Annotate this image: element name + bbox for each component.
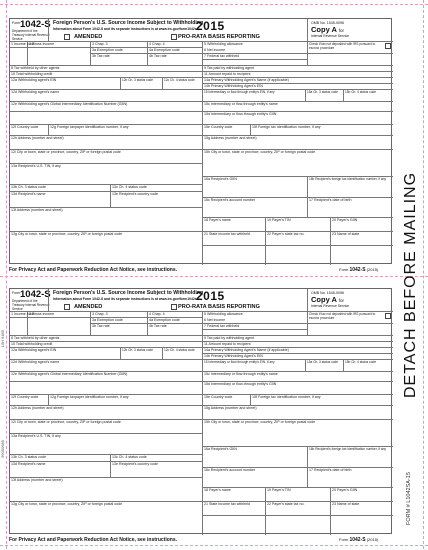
box-13a-label: 13a Recipient's U.S. TIN, if any — [11, 164, 61, 168]
box-11-label: 11 Amount repaid to recipient — [204, 72, 251, 76]
privacy-notice: For Privacy Act and Paperwork Reduction Act Notice, see instructions. — [9, 537, 178, 543]
box-1-label: 1 Income code — [11, 312, 35, 316]
omb-number: OMB No. 1545-0096 — [311, 291, 344, 295]
box-6-label: 6 Net income — [204, 318, 226, 322]
box-19-label: 19 Payer's TIN — [267, 488, 291, 492]
box-4a-label: 4a Exemption code — [149, 318, 180, 322]
copy-for: for — [338, 298, 345, 303]
box-5-label: 5 Withholding allowance — [204, 312, 243, 316]
box-12c-label: 12c Ch. 4 status code — [164, 78, 195, 82]
box-18-label: 18 Payer's name — [204, 218, 231, 222]
box-12a-label: 12a Withholding agent's EIN — [11, 348, 57, 352]
box-2-label: 2 Gross income — [29, 42, 55, 46]
pro-rata-label: PRO-RATA BASIS REPORTING — [178, 304, 260, 310]
box-12c-label: 12c Ch. 4 status code — [164, 348, 195, 352]
footer-form-name: 1042-S — [349, 267, 366, 273]
box-15e-label: 15e Country code — [204, 125, 233, 129]
box-14a-label: 14a Primary Withholding Agent's Name (if applicable) — [204, 78, 289, 82]
copy-letter: Copy A — [311, 25, 337, 34]
form-prefix: Form — [12, 21, 21, 25]
box-12b-label: 12b Ch. 3 status code — [122, 348, 154, 352]
box-8-label: 8 Tax withheld by other agents — [11, 336, 60, 340]
box-3a-label: 3a Exemption code — [92, 48, 123, 52]
form-copy-top — [9, 18, 392, 280]
box-15h-label: 15h City or town, state or province, country, ZIP or foreign postal code — [204, 150, 316, 154]
box-3-label: 3 Chap. 3 — [92, 312, 108, 316]
box-15g-label: 15g Address (number and street) — [204, 406, 257, 410]
box-4b-label: 4b Tax rate — [149, 324, 167, 328]
copy-for: for — [338, 28, 345, 33]
box-12g-label: 12g Foreign taxpayer identification number, if any — [50, 125, 129, 129]
perforation-top — [0, 4, 428, 5]
box-21-label: 21 State income tax withheld — [204, 502, 250, 506]
department-label: Department of the Treasury Internal Revenue Service — [12, 29, 50, 41]
form-year: 2015 — [196, 19, 225, 33]
box-16b-label: 16b Recipient's foreign tax identification number, if any — [309, 177, 386, 181]
left-margin-code: 99000685 — [0, 440, 5, 458]
box-15c-label: 15c Intermediary or flow-through entity's name — [204, 102, 278, 106]
omb-number: OMB No. 1545-0096 — [311, 21, 344, 25]
footer-form-id — [339, 537, 378, 543]
box-13e-label: 13e Recipient's country code — [112, 192, 159, 196]
box-21-label: 21 State income tax withheld — [204, 232, 250, 236]
form-copy-bottom — [9, 288, 392, 550]
box-12e-label: 12e Withholding agent's Global Intermediary Identification Number (GIIN) — [11, 102, 128, 106]
box-12d-label: 12d Withholding agent's name — [11, 360, 60, 364]
form-prefix: Form — [12, 291, 21, 295]
box-17-label: 17 Recipient's date of birth — [309, 198, 352, 202]
box-14a-label: 14a Primary Withholding Agent's Name (if applicable) — [204, 348, 289, 352]
box-13a-label: 13a Recipient's U.S. TIN, if any — [11, 434, 61, 438]
footer-form-name: 1042-S — [349, 537, 366, 543]
box-15g-label: 15g Address (number and street) — [204, 136, 257, 140]
box-16a-label: 16a Recipient's GIIN — [204, 177, 237, 181]
box-3b-label: 3b Tax rate — [92, 54, 110, 58]
box-13f-label: 13f Address (number and street) — [11, 478, 63, 482]
box-3-label: 3 Chap. 3 — [92, 42, 108, 46]
box-12f-label: 12f Country code — [11, 395, 39, 399]
box-13e-label: 13e Recipient's country code — [112, 462, 159, 466]
left-margin-code: 10H 6485 — [0, 330, 5, 348]
box-19-label: 19 Payer's TIN — [267, 218, 291, 222]
box-17-label: 17 Recipient's date of birth — [309, 468, 352, 472]
amended-checkbox[interactable] — [64, 304, 70, 310]
box-15a-label: 15a Ch. 3 status code — [307, 90, 339, 94]
box-22-label: 22 Payer's state tax no. — [267, 232, 305, 236]
box-14b-label: 14b Primary Withholding Agent's EIN — [204, 84, 263, 88]
box-10-label: 10 Total withholding credit — [11, 342, 53, 346]
pro-rata-label: PRO-RATA BASIS REPORTING — [178, 34, 260, 40]
box-13g-label: 13g City or town, state or province, country, ZIP or foreign postal code — [11, 502, 123, 506]
copy-label — [311, 25, 344, 34]
box-22-label: 22 Payer's state tax no. — [267, 502, 305, 506]
box-12h-label: 12h Address (number and street) — [11, 136, 64, 140]
box-13c-label: 13c Ch. 4 status code — [112, 455, 147, 459]
box-15-label: 15 Intermediary or flow-through entity's EIN, if any — [204, 360, 275, 364]
box-2-label: 2 Gross income — [29, 312, 55, 316]
perforation-left — [6, 0, 7, 549]
box-9-label: 9 Tax paid by withholding agent — [204, 66, 255, 70]
box-20-label: 20 Payer's GIIN — [332, 218, 358, 222]
box-12g-label: 12g Foreign taxpayer identification number, if any — [50, 395, 129, 399]
box-3a-label: 3a Exemption code — [92, 318, 123, 322]
box-7-label: 7 Federal tax withheld — [204, 54, 240, 58]
box-18-label: 18 Payer's name — [204, 488, 231, 492]
pro-rata-checkbox[interactable] — [171, 304, 177, 310]
box-7-label: 7 Federal tax withheld — [204, 324, 240, 328]
escrow-checkbox[interactable] — [385, 313, 391, 319]
box-15c-label: 15c Intermediary or flow-through entity's name — [204, 372, 278, 376]
box-12e-label: 12e Withholding agent's Global Intermediary Identification Number (GIIN) — [11, 372, 128, 376]
box-16c-label: 16c Recipient's account number — [204, 198, 256, 202]
box-4b-label: 4b Tax rate — [149, 54, 167, 58]
box-3b-label: 3b Tax rate — [92, 324, 110, 328]
box-4a-label: 4a Exemption code — [149, 48, 180, 52]
department-label: Department of the Treasury Internal Revenue Service — [12, 299, 50, 311]
box-15a-label: 15a Ch. 3 status code — [307, 360, 339, 364]
box-9-label: 9 Tax paid by withholding agent — [204, 336, 255, 340]
form-year: 2015 — [196, 289, 225, 303]
escrow-check-label: Check if tax not deposited with IRS pursuant to escrow procedure — [309, 42, 376, 50]
box-16b-label: 16b Recipient's foreign tax identification number, if any — [309, 447, 386, 451]
box-15f-label: 15f Foreign tax identification number, if any — [252, 125, 321, 129]
box-15e-label: 15e Country code — [204, 395, 233, 399]
privacy-notice: For Privacy Act and Paperwork Reduction Act Notice, see instructions. — [9, 267, 178, 273]
box-11-label: 11 Amount repaid to recipient — [204, 342, 251, 346]
footer-form-year: (2015) — [366, 537, 379, 542]
box-4-label: 4 Chap. 4 — [149, 312, 165, 316]
box-12i-label: 12i City or town, state or province, country, ZIP or foreign postal code — [11, 150, 121, 154]
form-title: Foreign Person's U.S. Source Income Subject to Withholding — [53, 20, 204, 26]
copy-letter: Copy A — [311, 295, 337, 304]
box-15b-label: 15b Ch. 4 status code — [345, 360, 377, 364]
box-15b-label: 15b Ch. 4 status code — [345, 90, 377, 94]
box-14b-label: 14b Primary Withholding Agent's EIN — [204, 354, 263, 358]
box-23-label: 23 Name of state — [332, 502, 360, 506]
box-13g-label: 13g City or town, state or province, country, ZIP or foreign postal code — [11, 232, 123, 236]
escrow-checkbox[interactable] — [385, 43, 391, 49]
form-title: Foreign Person's U.S. Source Income Subject to Withholding — [53, 290, 204, 296]
box-1-label: 1 Income code — [11, 42, 35, 46]
box-16c-label: 16c Recipient's account number — [204, 468, 256, 472]
form-grid — [9, 288, 392, 534]
copy-recipient: Internal Revenue Service — [311, 34, 350, 38]
footer-form-prefix: Form — [339, 537, 349, 542]
box-10-label: 10 Total withholding credit — [11, 72, 53, 76]
box-13b-label: 13b Ch. 3 status code — [11, 455, 46, 459]
amended-label: AMENDED — [74, 34, 103, 40]
box-12b-label: 12b Ch. 3 status code — [122, 78, 154, 82]
box-13b-label: 13b Ch. 3 status code — [11, 185, 46, 189]
footer-form-year: (2015) — [366, 267, 379, 272]
pro-rata-checkbox[interactable] — [171, 34, 177, 40]
form-name: 1042-S — [20, 289, 51, 300]
form-grid — [9, 18, 392, 264]
amended-label: AMENDED — [74, 304, 103, 310]
box-12h-label: 12h Address (number and street) — [11, 406, 64, 410]
box-5-label: 5 Withholding allowance — [204, 42, 243, 46]
box-12f-label: 12f Country code — [11, 125, 39, 129]
form-info-line: Information about Form 1042-S and its separate instructions is at www.irs.gov/form1042s. — [53, 27, 198, 31]
box-12d-label: 12d Withholding agent's name — [11, 90, 60, 94]
box-13c-label: 13c Ch. 4 status code — [112, 185, 147, 189]
form-name: 1042-S — [20, 19, 51, 30]
side-form-code: FORM # L1042SA-15 — [406, 472, 412, 526]
box-13d-label: 13d Recipient's name — [11, 192, 46, 196]
box-16a-label: 16a Recipient's GIIN — [204, 447, 237, 451]
box-15d-label: 15d Intermediary or flow-through entity's GIIN — [204, 112, 277, 116]
box-23-label: 23 Name of state — [332, 232, 360, 236]
box-12i-label: 12i City or town, state or province, country, ZIP or foreign postal code — [11, 420, 121, 424]
box-12a-label: 12a Withholding agent's EIN — [11, 78, 57, 82]
box-4-label: 4 Chap. 4 — [149, 42, 165, 46]
escrow-check-label: Check if tax not deposited with IRS pursuant to escrow procedure — [309, 312, 376, 320]
box-6-label: 6 Net income — [204, 48, 226, 52]
copy-recipient: Internal Revenue Service — [311, 304, 350, 308]
box-13f-label: 13f Address (number and street) — [11, 208, 63, 212]
box-15-label: 15 Intermediary or flow-through entity's EIN, if any — [204, 90, 275, 94]
amended-checkbox[interactable] — [64, 34, 70, 40]
form-info-line: Information about Form 1042-S and its separate instructions is at www.irs.gov/form1042s. — [53, 297, 198, 301]
footer-form-id — [339, 267, 378, 273]
footer-form-prefix: Form — [339, 267, 349, 272]
box-15h-label: 15h City or town, state or province, country, ZIP or foreign postal code — [204, 420, 316, 424]
detach-before-mailing-label: DETACH BEFORE MAILING — [402, 171, 419, 399]
box-20-label: 20 Payer's GIIN — [332, 488, 358, 492]
box-15d-label: 15d Intermediary or flow-through entity's GIIN — [204, 382, 277, 386]
box-8-label: 8 Tax withheld by other agents — [11, 66, 60, 70]
copy-label — [311, 295, 344, 304]
box-13d-label: 13d Recipient's name — [11, 462, 46, 466]
box-15f-label: 15f Foreign tax identification number, if any — [252, 395, 321, 399]
